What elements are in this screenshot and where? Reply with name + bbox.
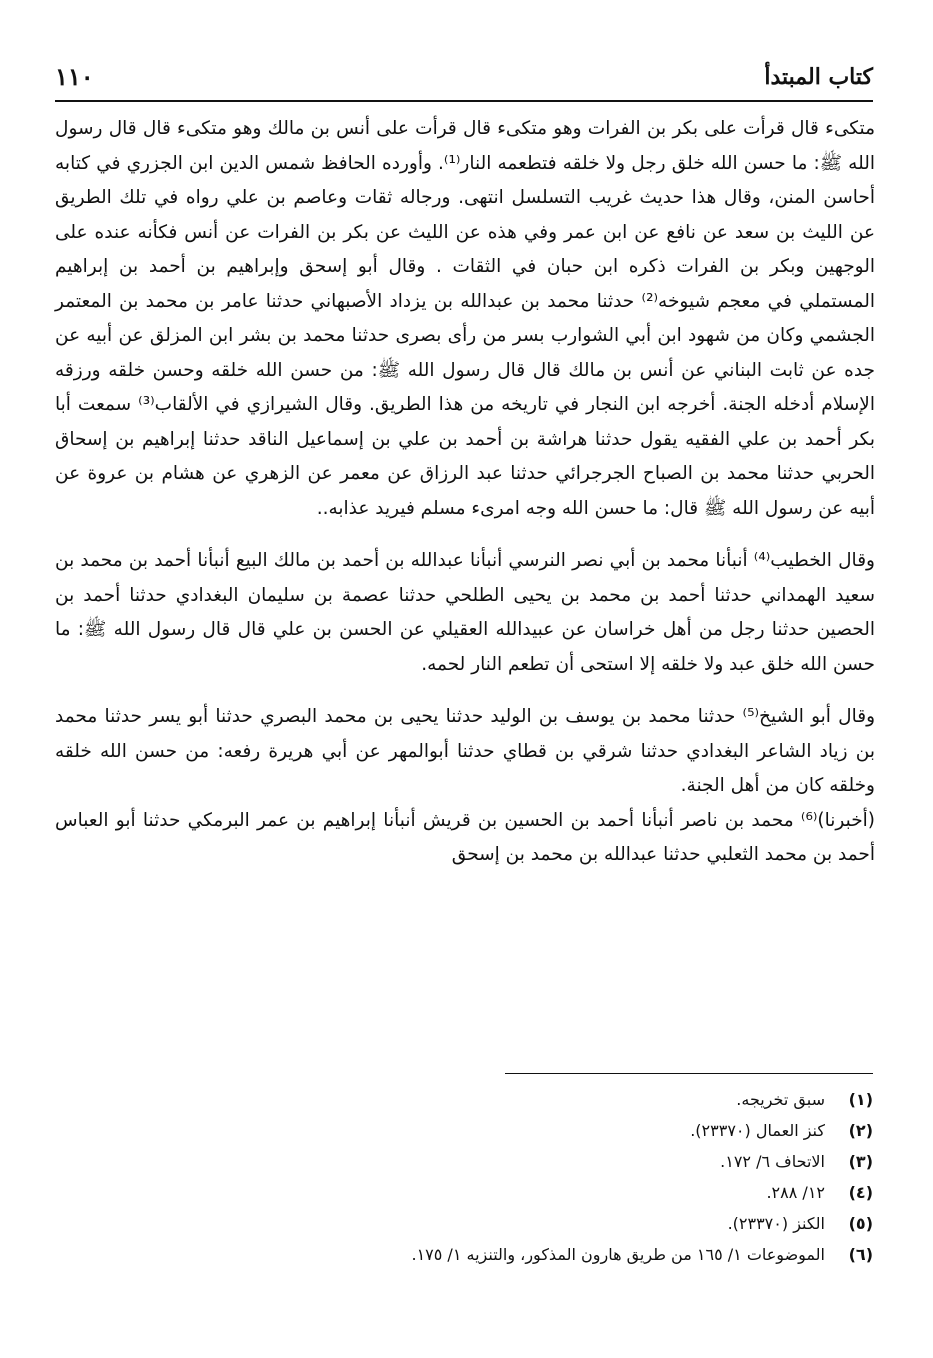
footnote (55, 1239, 873, 1270)
paragraph: وقال الخطيب⁽⁴⁾ أنبأنا محمد بن أبي نصر النرسي أنبأنا عبدالله بن أحمد بن مالك البيع أنبأنا أحمد بن محمد بن سعيد الهمداني حدثنا أحمد بن محمد بن يحيى الطلحي حدثنا عصمة بن سليمان البغدادي حدثنا أحمد بن الحصين حدثنا رجل من أهل خراسان عن عبيدالله العقيلي عن الحسن بن علي قال قال رسول الله ﷺ: ما حسن الله خلق عبد ولا خلقه إلا استحى أن تطعم النار لحمه. (55, 550, 875, 675)
footnote-number: (٤) (848, 1183, 873, 1202)
page-number: ١١٠ (55, 62, 94, 91)
footnote (55, 1115, 873, 1146)
footnote-number: (٥) (848, 1214, 873, 1233)
footnote-text: الموضوعات ١/ ١٦٥ من طريق هارون المذكور، والتنزيه ١/ ١٧٥. (411, 1245, 825, 1264)
paragraph: متكىء قال قرأت على بكر بن الفرات وهو متكىء قال قرأت على أنس بن مالك وهو متكىء قال قال رسول الله ﷺ: ما حسن الله خلق رجل ولا خلقه فتطعمه النار⁽¹⁾. وأورده الحافظ شمس الدين ابن الجزري في كتابه أحاسن المنن، وقال هذا حديث غريب التسلسل انتهى. ورجاله ثقات وعاصم بن علي رواه في تلك الطريق عن الليث بن سعد عن نافع عن ابن عمر وفي هذه عن الليث عن بكر بن الفرات عن أنس فكأنه عنده على الوجهين وبكر بن الفرات ذكره ابن حبان في الثقات . وقال أبو إسحق وإبراهيم بن أحمد بن إبراهيم المستملي في معجم شيوخه⁽²⁾ حدثنا محمد بن عبدالله بن يزداد الأصبهاني حدثنا عامر بن محمد بن المعتمر الجشمي وكان من شهود ابن أبي الشوارب بسر من رأى بصرى حدثنا محمد بن بشر ابن المزلق عن أبيه عن جده عن ثابت البناني عن أنس بن مالك قال قال رسول الله ﷺ: من حسن الله خلقه وحسن خلقه ورزقه الإسلام أدخله الجنة. أخرجه ابن النجار في تاريخه من هذا الطريق. وقال الشيرازي في الألقاب⁽³⁾ سمعت أبا بكر أحمد بن علي الفقيه يقول حدثنا هراشة بن أحمد بن علي بن إسماعيل الناقد حدثنا إبراهيم بن إسحاق الحربي حدثنا محمد بن الصباح الجرجرائي حدثنا عبد الرزاق عن معمر عن الزهري عن هشام بن عروة عن أبيه عن رسول الله ﷺ قال: ما حسن الله وجه امرىء مسلم فيريد عذابه.. (55, 118, 875, 519)
footnote-number: (١) (848, 1090, 873, 1109)
footnote (55, 1208, 873, 1239)
paragraph: وقال أبو الشيخ⁽⁵⁾ حدثنا محمد بن يوسف بن الوليد حدثنا يحيى بن محمد البصري حدثنا أبو يسر حدثنا محمد بن زياد الشاعر البغدادي حدثنا شرقي بن قطاي حدثنا أبوالمهر عن أبي هريرة رفعه: من حسن الله خلقه وخلقه كان من أهل الجنة. (55, 706, 876, 796)
main-text (55, 112, 875, 873)
footnote-text: ١٢/ ٢٨٨. (766, 1183, 825, 1202)
page-header (55, 58, 873, 102)
footnote-number: (٦) (848, 1245, 873, 1264)
paragraph: (أخبرنا)⁽⁶⁾ محمد بن ناصر أنبأنا أحمد بن الحسين بن قريش أنبأنا إبراهيم بن عمر البرمكي حدثنا أبو العباس أحمد بن محمد الثعلبي حدثنا عبدالله بن محمد بن إسحق (55, 809, 875, 865)
footnotes (55, 1084, 873, 1270)
footnote-divider (505, 1073, 873, 1074)
footnote (55, 1177, 873, 1208)
footnote-text: كنز العمال (٢٣٣٧٠). (690, 1121, 825, 1140)
footnote-text: الكنز (٢٣٣٧٠). (727, 1214, 825, 1233)
footnote-number: (٢) (848, 1121, 873, 1140)
footnote-text: سبق تخريجه. (736, 1090, 825, 1109)
footnote (55, 1146, 873, 1177)
book-title: كتاب المبتدأ (764, 64, 873, 90)
footnote-number: (٣) (848, 1152, 873, 1171)
footnote-text: الاتحاف ٦/ ١٧٢. (720, 1152, 825, 1171)
footnote (55, 1084, 873, 1115)
